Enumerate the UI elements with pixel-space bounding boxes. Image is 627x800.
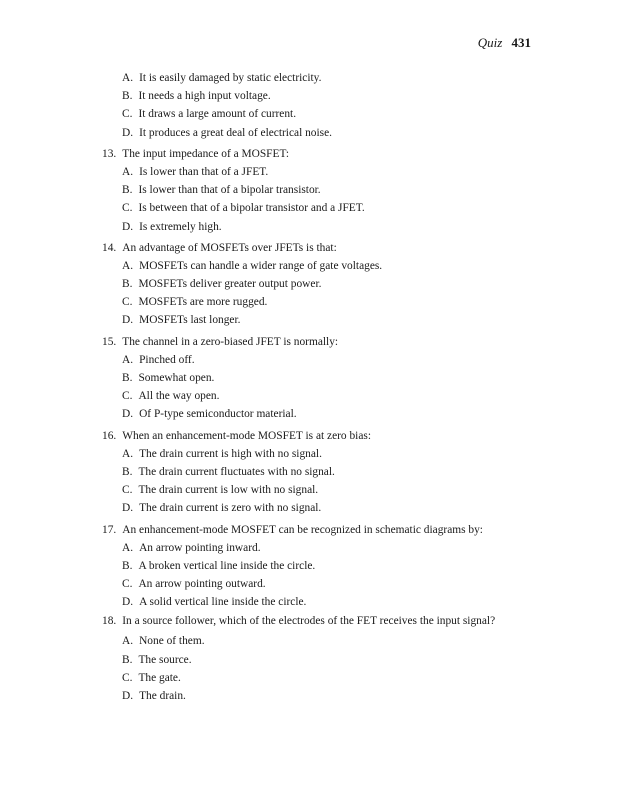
answer-option: A. MOSFETs can handle a wider range of gate voltages. — [122, 259, 383, 272]
answer-option: B. A broken vertical line inside the circle. — [122, 559, 316, 572]
answer-option: D. It produces a great deal of electrical noise. — [122, 126, 332, 139]
answer-option: D. MOSFETs last longer. — [122, 314, 241, 327]
page-header — [478, 35, 531, 51]
section-title: Quiz — [477, 35, 503, 50]
answer-option: B. The source. — [122, 653, 192, 666]
answer-option: A. Pinched off. — [122, 353, 195, 366]
answer-option: C. The drain current is low with no signal. — [122, 484, 319, 497]
question-15 — [102, 333, 542, 424]
continued-options — [102, 69, 542, 142]
answer-option: D. Is extremely high. — [122, 220, 222, 233]
question-stem: 18. In a source follower, which of the electrodes of the FET receives the input signal? — [102, 615, 496, 628]
question-18 — [102, 614, 542, 705]
answer-option: C. It draws a large amount of current. — [122, 108, 297, 121]
answer-option: B. MOSFETs deliver greater output power. — [122, 278, 322, 291]
answer-option: B. The drain current fluctuates with no signal. — [122, 465, 335, 478]
answer-option: A. An arrow pointing inward. — [122, 541, 261, 554]
answer-option: B. It needs a high input voltage. — [122, 90, 271, 103]
question-stem: 14. An advantage of MOSFETs over JFETs is that: — [102, 241, 337, 254]
question-stem: 17. An enhancement-mode MOSFET can be recognized in schematic diagrams by: — [102, 523, 483, 536]
question-stem: 13. The input impedance of a MOSFET: — [102, 147, 290, 160]
quiz-content — [102, 69, 542, 705]
question-stem: 15. The channel in a zero-biased JFET is normally: — [102, 335, 339, 348]
answer-option: C. The gate. — [122, 671, 181, 684]
question-14 — [102, 239, 542, 330]
answer-option: A. Is lower than that of a JFET. — [122, 165, 269, 178]
page-number: 431 — [511, 35, 531, 50]
answer-option: B. Is lower than that of a bipolar transistor. — [122, 184, 321, 197]
answer-option: C. Is between that of a bipolar transistor and a JFET. — [122, 202, 365, 215]
answer-option: D. The drain. — [122, 690, 186, 702]
answer-option: A. The drain current is high with no signal. — [122, 447, 322, 460]
answer-option: D. A solid vertical line inside the circle. — [122, 596, 307, 609]
answer-option: C. An arrow pointing outward. — [122, 578, 266, 591]
question-13 — [102, 145, 542, 236]
answer-option: D. Of P-type semiconductor material. — [122, 408, 297, 421]
question-16 — [102, 427, 542, 518]
answer-option: B. Somewhat open. — [122, 372, 215, 384]
answer-option: D. The drain current is zero with no signal. — [122, 502, 322, 515]
answer-option: C. All the way open. — [122, 390, 220, 403]
question-17 — [102, 521, 542, 612]
answer-option: A. It is easily damaged by static electricity. — [122, 72, 322, 84]
answer-option: A. None of them. — [122, 635, 205, 648]
question-stem: 16. When an enhancement-mode MOSFET is at zero bias: — [102, 429, 371, 442]
answer-option: C. MOSFETs are more rugged. — [122, 296, 268, 309]
